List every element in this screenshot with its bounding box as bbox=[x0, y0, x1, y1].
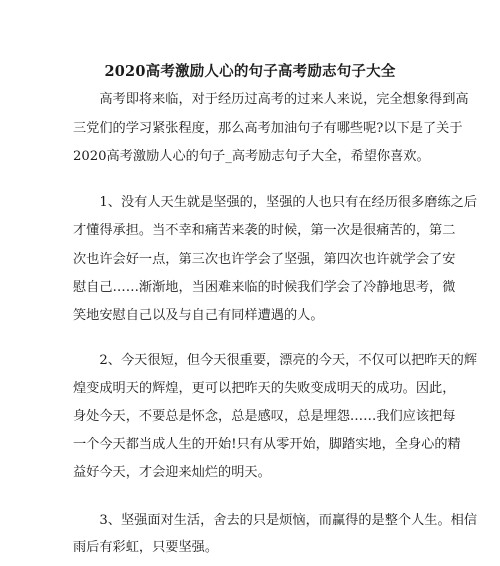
document-title: 2020高考激励人心的句子高考励志句子大全 bbox=[104, 63, 396, 80]
paragraph-2-line: 益好今天，才会迎来灿烂的明天。 bbox=[73, 465, 271, 480]
paragraph-2-line: 身处今天，不要总是怀念，总是感叹，总是埋怨……我们应该把每 bbox=[73, 409, 456, 424]
intro-line: 2020高考激励人心的句子_高考励志句子大全，希望你喜欢。 bbox=[73, 149, 430, 164]
paragraph-1-line: 才懂得承担。当不幸和痛苦来袭的时候，第一次是很痛苦的，第二 bbox=[73, 223, 456, 238]
paragraph-2-line: 2、今天很短，但今天很重要，漂亮的今天，不仅可以把昨天的辉 bbox=[73, 353, 478, 368]
paragraph-1-line: 慰自己……渐渐地，当困难来临的时候我们学会了冷静地思考，微 bbox=[73, 280, 456, 295]
paragraph-2-line: 一个今天都当成人生的开始!只有从零开始，脚踏实地，全身心的精 bbox=[73, 437, 461, 452]
paragraph-1-line: 次也许会好一点，第三次也许学会了坚强，第四次也许就学会了安 bbox=[73, 252, 456, 267]
intro-line: 三党们的学习紧张程度，那么高考加油句子有哪些呢?以下是了关于 bbox=[73, 121, 463, 136]
paragraph-3-line: 雨后有彩虹，只要坚强。 bbox=[73, 540, 219, 555]
intro-line: 高考即将来临，对于经历过高考的过来人来说，完全想象得到高 bbox=[73, 92, 469, 107]
paragraph-1-line: 笑地安慰自己以及与自己有同样遭遇的人。 bbox=[73, 308, 324, 323]
paragraph-2-line: 煌变成明天的辉煌，更可以把昨天的失败变成明天的成功。因此， bbox=[73, 381, 456, 396]
paragraph-1-line: 1、没有人天生就是坚强的，坚强的人也只有在经历很多磨练之后 bbox=[73, 195, 478, 210]
paragraph-3-line: 3、坚强面对生活，舍去的只是烦恼，而赢得的是整个人生。相信 bbox=[73, 513, 478, 528]
